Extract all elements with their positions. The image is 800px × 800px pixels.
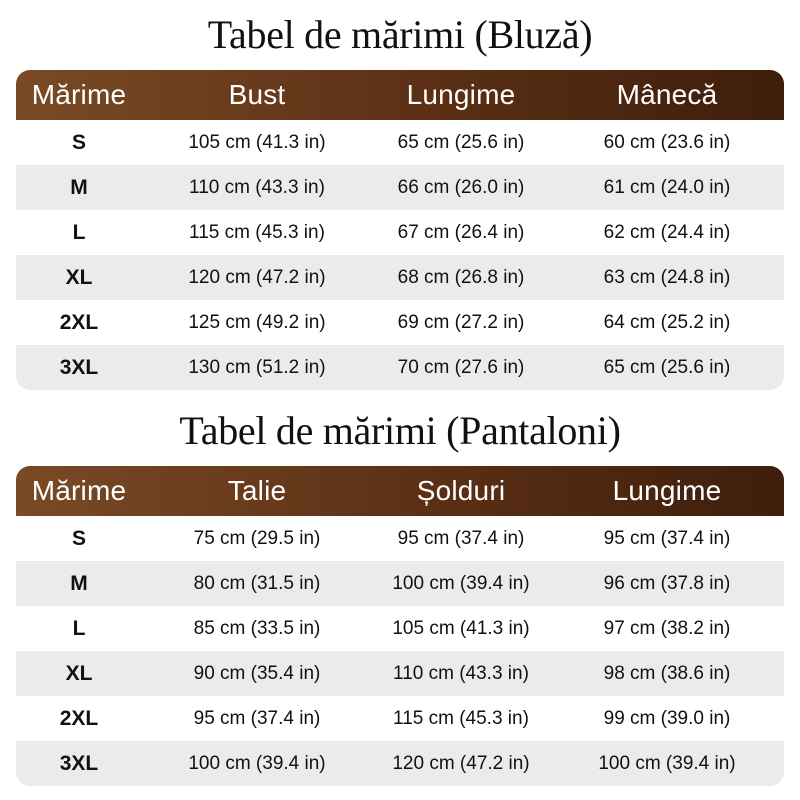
length-cell: 66 cm (26.0 in) [397,176,525,198]
table-row [16,606,784,651]
table-row [16,120,784,165]
size-cell: XL [65,661,93,685]
table-row [16,210,784,255]
bust-cell: 125 cm (49.2 in) [188,311,326,333]
blouse-size-table [16,70,784,390]
size-cell: 3XL [59,751,99,775]
bust-cell: 105 cm (41.3 in) [188,131,326,153]
bust-cell: 130 cm (51.2 in) [188,356,326,378]
hips-cell: 95 cm (37.4 in) [397,527,525,549]
hips-cell: 105 cm (41.3 in) [392,617,530,639]
hips-cell: 115 cm (45.3 in) [393,707,529,729]
length-cell: 68 cm (26.8 in) [397,266,525,288]
trousers-table-title: Tabel de mărimi (Pantaloni) [179,408,621,453]
length-cell: 69 cm (27.2 in) [397,311,525,333]
size-cell: 2XL [59,706,99,730]
size-cell: S [71,526,86,550]
header-cell-length: Lungime [406,79,516,110]
waist-cell: 95 cm (37.4 in) [193,707,321,729]
length-cell: 97 cm (38.2 in) [603,617,731,639]
sleeve-cell: 65 cm (25.6 in) [603,356,731,378]
sleeve-cell: 61 cm (24.0 in) [603,176,731,198]
waist-cell: 75 cm (29.5 in) [193,527,321,549]
header-cell-waist: Talie [227,475,287,506]
header-cell-bust: Bust [228,79,286,110]
size-cell: 3XL [59,355,99,379]
trousers-size-table [16,466,784,786]
table-row [16,516,784,561]
header-cell-size: Mărime [31,475,127,506]
length-cell: 99 cm (39.0 in) [603,707,731,729]
size-cell: L [72,220,86,244]
bust-cell: 115 cm (45.3 in) [189,221,325,243]
sleeve-cell: 60 cm (23.6 in) [603,131,731,153]
hips-cell: 120 cm (47.2 in) [392,752,530,774]
table-row [16,255,784,300]
waist-cell: 100 cm (39.4 in) [188,752,326,774]
waist-cell: 90 cm (35.4 in) [193,662,321,684]
size-cell: M [70,175,88,199]
table-row [16,300,784,345]
header-cell-length: Lungime [612,475,722,506]
waist-cell: 80 cm (31.5 in) [193,572,321,594]
size-cell: 2XL [59,310,99,334]
length-cell: 70 cm (27.6 in) [397,356,525,378]
size-cell: XL [65,265,93,289]
blouse-table-title: Tabel de mărimi (Bluză) [207,12,593,57]
table-header-row [16,466,784,516]
bust-cell: 120 cm (47.2 in) [188,266,326,288]
sleeve-cell: 62 cm (24.4 in) [603,221,731,243]
waist-cell: 85 cm (33.5 in) [193,617,321,639]
table-row [16,561,784,606]
size-cell: M [70,571,88,595]
bust-cell: 110 cm (43.3 in) [189,176,325,198]
table-row [16,651,784,696]
length-cell: 67 cm (26.4 in) [397,221,525,243]
table-row [16,696,784,741]
length-cell: 100 cm (39.4 in) [598,752,736,774]
table-header-row [16,70,784,120]
sleeve-cell: 64 cm (25.2 in) [603,311,731,333]
header-cell-size: Mărime [31,79,127,110]
header-cell-sleeve: Mânecă [616,79,718,110]
hips-cell: 110 cm (43.3 in) [393,662,529,684]
header-cell-hips: Șolduri [416,475,506,506]
length-cell: 95 cm (37.4 in) [603,527,731,549]
length-cell: 96 cm (37.8 in) [603,572,731,594]
size-cell: L [72,616,86,640]
blouse-size-chart [16,0,784,390]
size-cell: S [71,130,86,154]
sleeve-cell: 63 cm (24.8 in) [603,266,731,288]
length-cell: 98 cm (38.6 in) [603,662,731,684]
table-row [16,165,784,210]
table-row [16,741,784,786]
length-cell: 65 cm (25.6 in) [397,131,525,153]
trousers-size-chart [16,396,784,786]
hips-cell: 100 cm (39.4 in) [392,572,530,594]
table-row [16,345,784,390]
